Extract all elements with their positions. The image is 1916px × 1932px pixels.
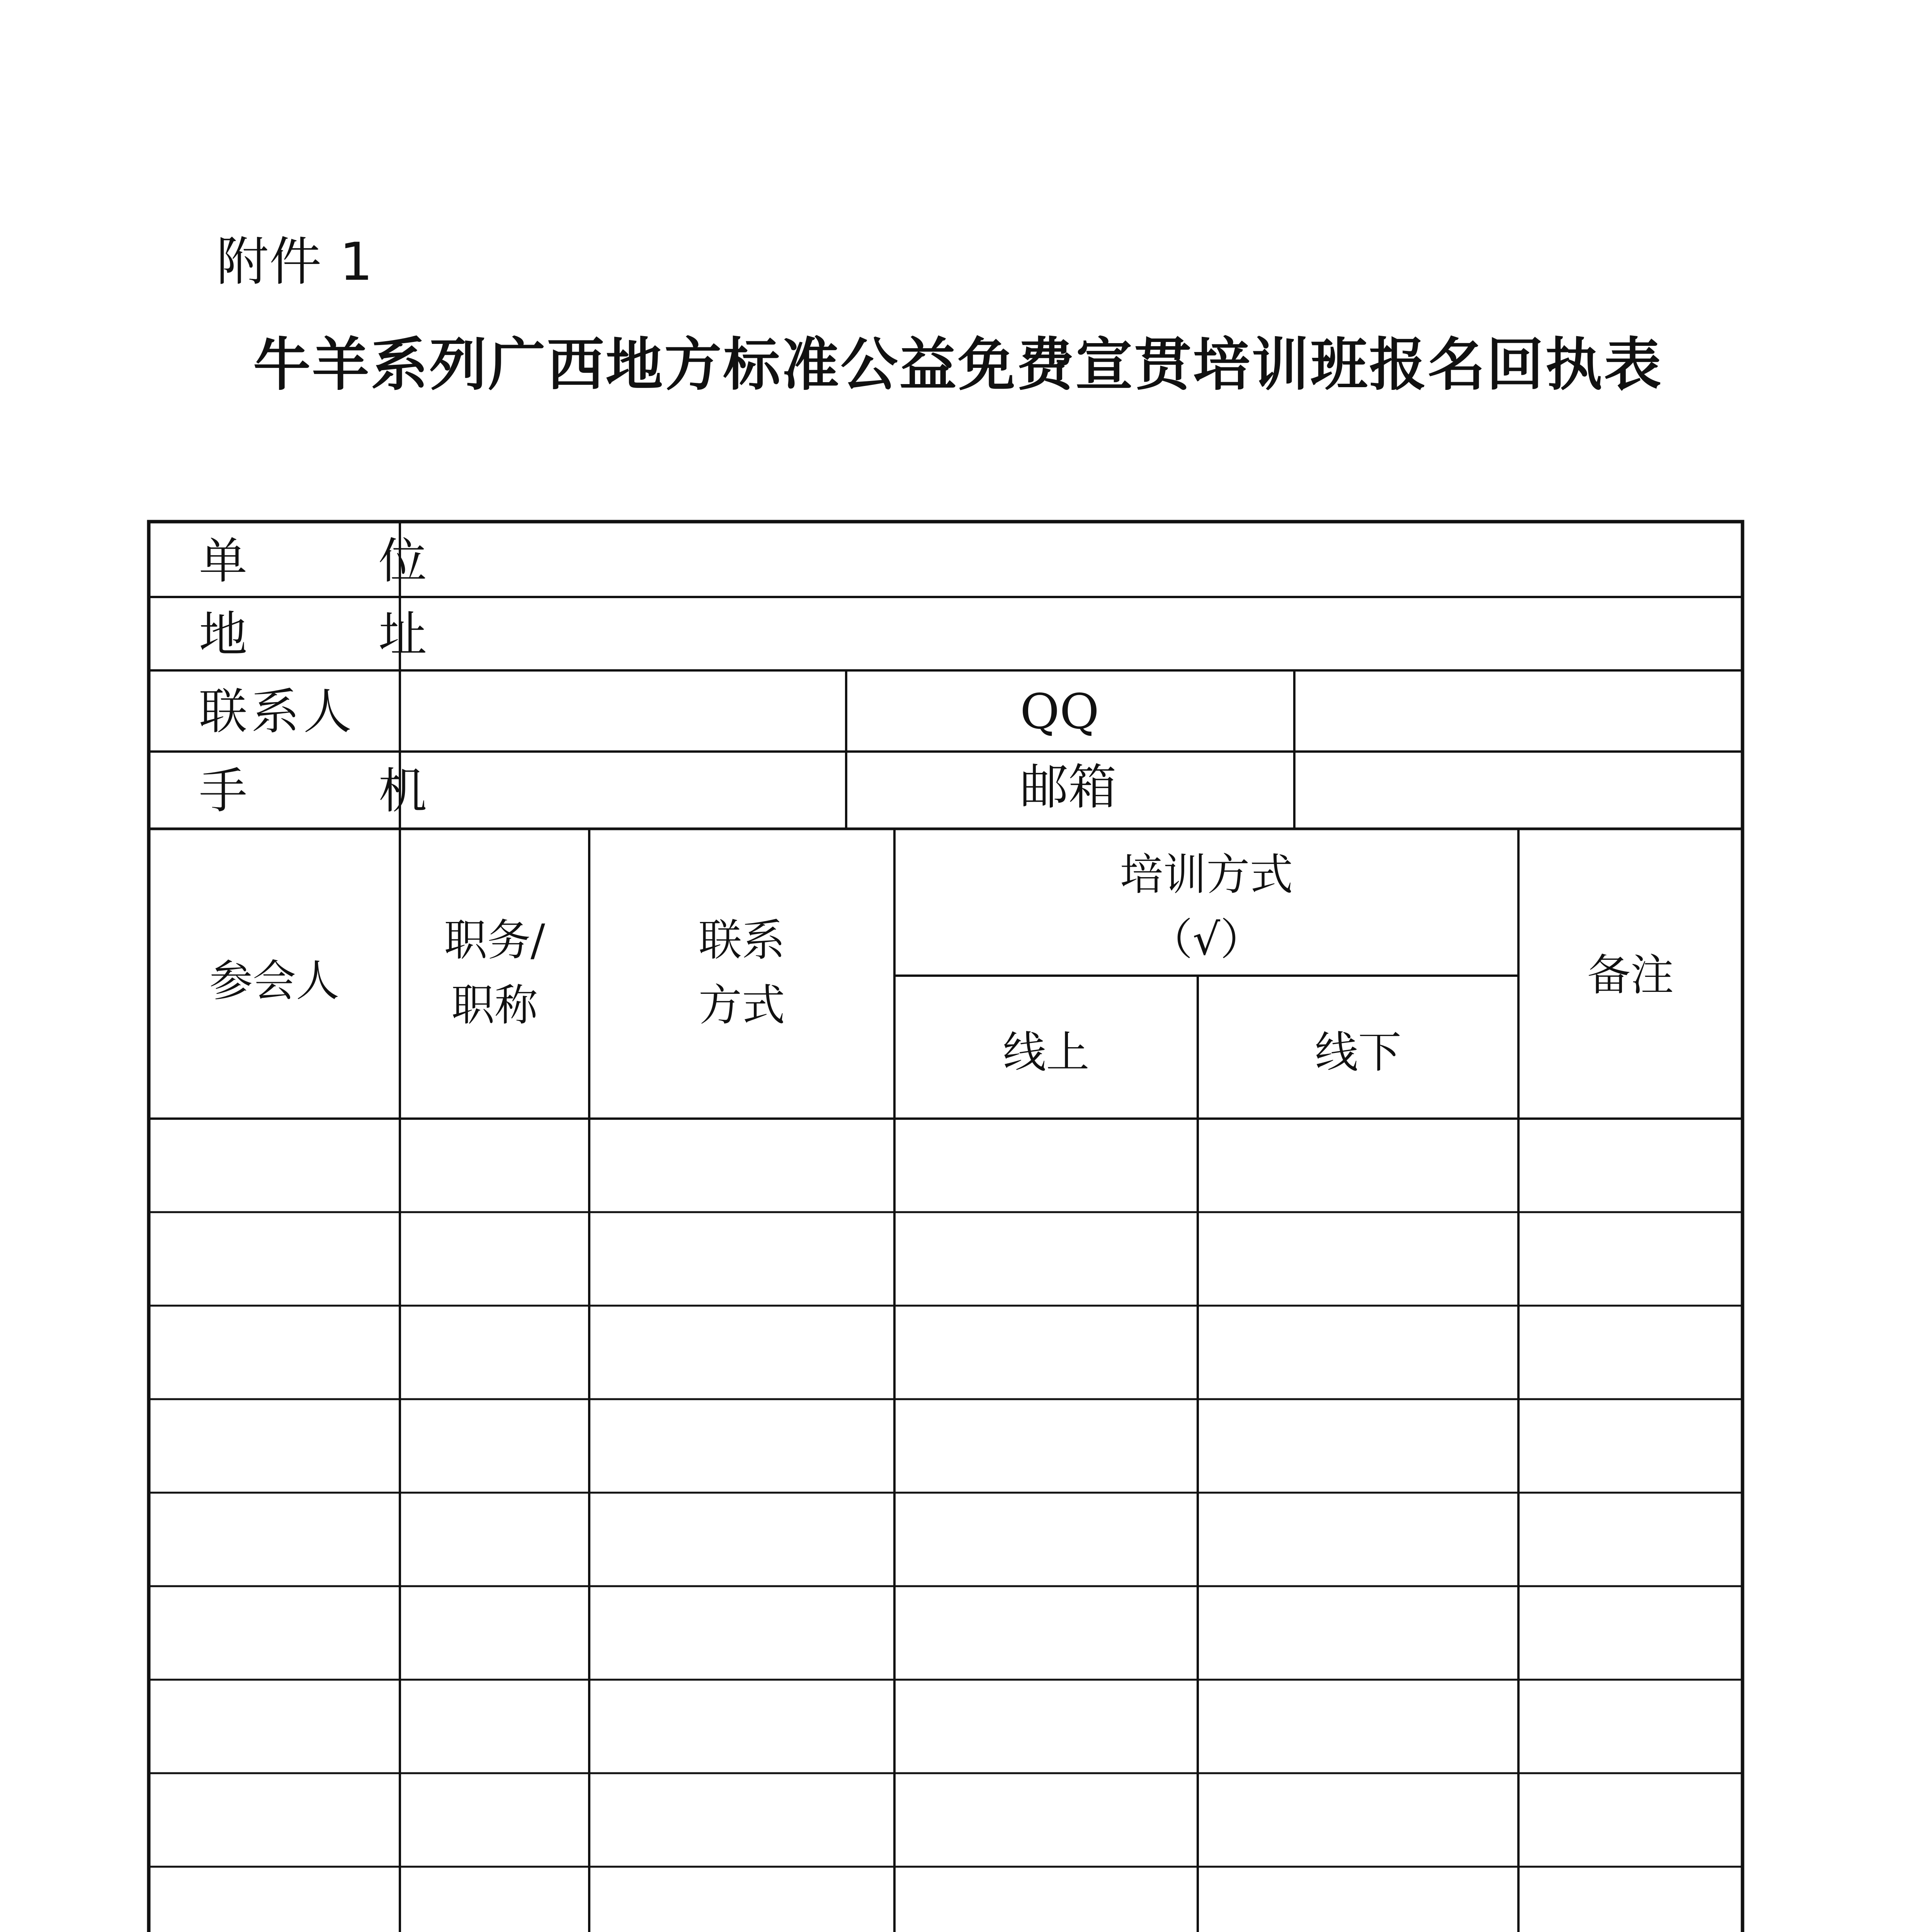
- col-contact-line2: 方式: [699, 980, 785, 1031]
- col-contact-method: [589, 908, 894, 1038]
- table-outer-border: [149, 522, 1743, 1932]
- col-position-line2: 职称: [451, 980, 538, 1031]
- col-offline: 线下: [1315, 1027, 1401, 1078]
- col-position: [400, 908, 589, 1038]
- unit-label: 单 位: [199, 533, 485, 589]
- col-training-line1: 培训方式: [1120, 850, 1293, 900]
- attachment-label: 附件 1: [216, 231, 374, 292]
- col-remark: 备注: [1587, 950, 1674, 1000]
- qq-label: QQ: [1020, 684, 1099, 740]
- col-training-method: [894, 842, 1518, 972]
- col-position-line1: 职务/: [444, 915, 545, 966]
- address-label: 地 址: [199, 607, 485, 663]
- col-attendee: 参会人: [209, 956, 339, 1006]
- col-contact-line1: 联系: [699, 915, 785, 966]
- col-online: 线上: [1003, 1027, 1090, 1078]
- phone-label: 手 机: [199, 763, 485, 819]
- email-label: 邮箱: [1020, 759, 1117, 815]
- page-title: 牛羊系列广西地方标准公益免费宣贯培训班报名回执表: [253, 332, 1663, 398]
- contact-person-label: 联系人: [199, 684, 355, 740]
- col-training-line2: （√）: [1149, 915, 1264, 965]
